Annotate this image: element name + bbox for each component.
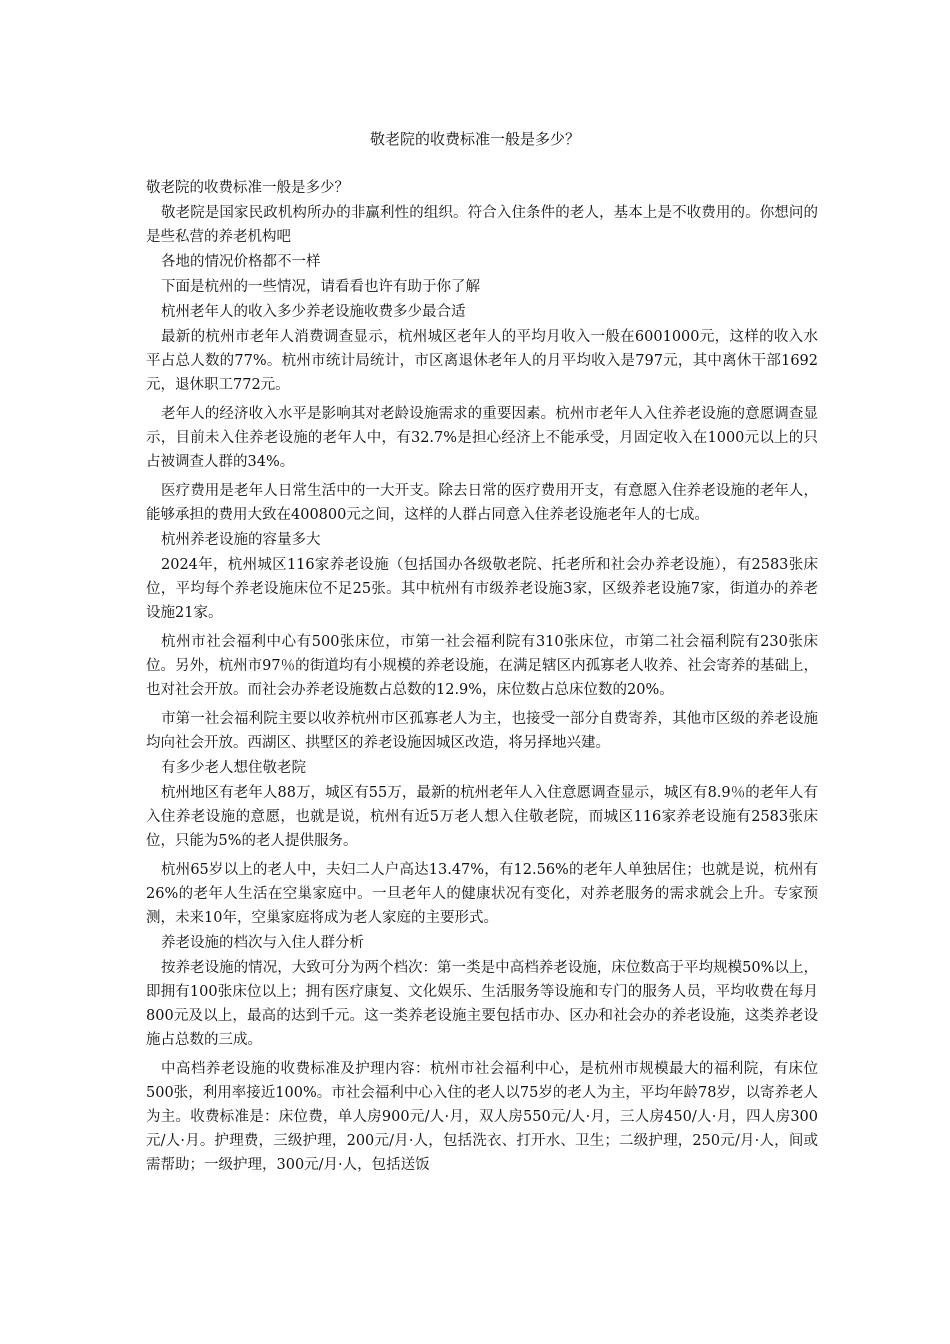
paragraph: 中高档养老设施的收费标准及护理内容：杭州市社会福利中心，是杭州市规模最大的福利院，有床位500张，利用率接近100%。市社会福利中心入住的老人以75岁的老人为主，平均年龄78岁，以寄养老人为主。收费标准是：床位费，单人房900元/人·月，双人房550元/人·月，三人房450/人·月，四人房300元/人·月。护理费，三级护理，200元/月·人，包括洗衣、打开水、卫生；二级护理，250元/月·人，间或需帮助；一级护理，300元/月·人，包括送饭	[146, 1061, 818, 1173]
body-heading: 敬老院的收费标准一般是多少？	[146, 180, 349, 196]
paragraph: 医疗费用是老年人日常生活中的一大开支。除去日常的医疗费用开支，有意愿入住养老设施的老年人，能够承担的费用大致在400800元之间，这样的人群占同意入住养老设施老年人的七成。	[146, 483, 818, 523]
paragraph: 市第一社会福利院主要以收养杭州市区孤寡老人为主，也接受一部分自费寄养，其他市区级的养老设施均向社会开放。西湖区、拱墅区的养老设施因城区改造，将另择地兴建。	[146, 711, 818, 751]
paragraph: 老年人的经济收入水平是影响其对老龄设施需求的重要因素。杭州市老年人入住养老设施的意愿调查显示，目前未入住养老设施的老年人中，有32.7%是担心经济上不能承受，月固定收入在1000元以上的只占被调查人群的34%。	[146, 406, 818, 470]
section-heading: 有多少老人想住敬老院	[161, 760, 306, 776]
paragraph: 最新的杭州市老年人消费调查显示，杭州城区老年人的平均月收入一般在6001000元，这样的收入水平占总人数的77%。杭州市统计局统计，市区离退休老年人的月平均收入是797元，其中离休干部1692元，退休职工772元。	[146, 329, 818, 393]
paragraph: 下面是杭州的一些情况，请看看也许有助于你了解	[161, 279, 480, 295]
paragraph: 杭州地区有老年人88万，城区有55万，最新的杭州老年人入住意愿调查显示，城区有8.9％的老年人有入住养老设施的意愿，也就是说，杭州有近5万老人想入住敬老院，而城区116家养老设施有2583张床位，只能为5%的老人提供服务。	[146, 785, 818, 849]
paragraph: 杭州市社会福利中心有500张床位，市第一社会福利院有310张床位，市第二社会福利院有230张床位。另外，杭州市97％的街道均有小规模的养老设施，在满足辖区内孤寡老人收养、社会寄养的基础上，也对社会开放。而社会办养老设施数占总数的12.9%，床位数占总床位数的20%。	[146, 634, 818, 698]
document-title: 敬老院的收费标准一般是多少？	[369, 130, 580, 148]
section-heading: 杭州老年人的收入多少养老设施收费多少最合适	[161, 304, 466, 320]
document-body	[146, 176, 818, 1178]
paragraph: 按养老设施的情况，大致可分为两个档次：第一类是中高档养老设施，床位数高于平均规模50%以上，即拥有100张床位以上；拥有医疗康复、文化娱乐、生活服务等设施和专门的服务人员，平均收费在每月800元及以上，最高的达到千元。这一类养老设施主要包括市办、区办和社会办的养老设施，这类养老设施占总数的三成。	[146, 960, 818, 1048]
paragraph: 杭州65岁以上的老人中，夫妇二人户高达13.47%，有12.56%的老年人单独居住；也就是说，杭州有26%的老年人生活在空巢家庭中。一旦老年人的健康状况有变化，对养老服务的需求就会上升。专家预测，未来10年，空巢家庭将成为老人家庭的主要形式。	[146, 862, 818, 926]
section-heading: 杭州养老设施的容量多大	[161, 532, 321, 548]
section-heading: 养老设施的档次与入住人群分析	[161, 935, 364, 951]
paragraph: 敬老院是国家民政机构所办的非赢利性的组织。符合入住条件的老人，基本上是不收费用的。你想问的是些私营的养老机构吧	[146, 205, 818, 245]
paragraph: 各地的情况价格都不一样	[161, 254, 321, 270]
paragraph: 2024年，杭州城区116家养老设施（包括国办各级敬老院、托老所和社会办养老设施），有2583张床位，平均每个养老设施床位不足25张。其中杭州有市级养老设施3家，区级养老设施7家，街道办的养老设施21家。	[146, 557, 818, 621]
